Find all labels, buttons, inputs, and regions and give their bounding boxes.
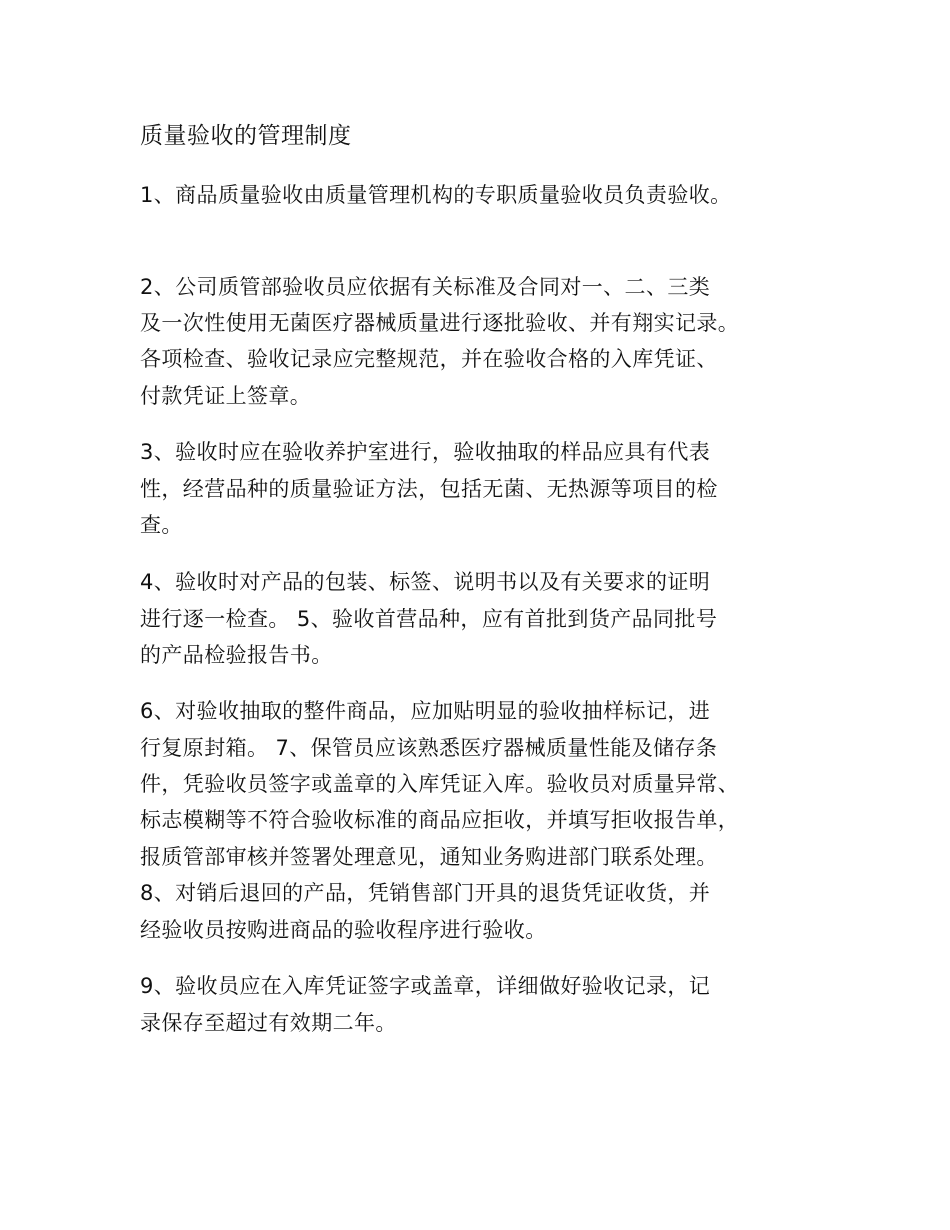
text-line: 9、验收员应在入库凭证签字或盖章，详细做好验收记录，记	[140, 974, 711, 998]
text-line: 及一次性使用无菌医疗器械质量进行逐批验收、并有翔实记录。	[140, 311, 740, 335]
text-line: 行复原封箱。 7、保管员应该熟悉医疗器械质量性能及储存条	[140, 736, 718, 760]
text-line: 6、对验收抽取的整件商品，应加贴明显的验收抽样标记，进	[140, 699, 711, 723]
text-line: 件，凭验收员签字或盖章的入库凭证入库。验收员对质量异常、	[140, 772, 740, 796]
text-line: 性，经营品种的质量验证方法，包括无菌、无热源等项目的检	[140, 477, 718, 501]
document-title: 质量验收的管理制度	[140, 123, 352, 149]
text-line: 2、公司质管部验收员应依据有关标准及合同对一、二、三类	[140, 275, 711, 299]
text-line: 8、对销后退回的产品，凭销售部门开具的退货凭证收货，并	[140, 881, 711, 905]
text-line: 经验收员按购进商品的验收程序进行验收。	[140, 918, 547, 942]
text-line: 付款凭证上签章。	[140, 384, 312, 408]
text-line: 进行逐一检查。 5、验收首营品种，应有首批到货产品同批号	[140, 607, 718, 631]
text-line: 的产品检验报告书。	[140, 643, 333, 667]
text-line: 查。	[140, 513, 183, 537]
text-line: 3、验收时应在验收养护室进行，验收抽取的样品应具有代表	[140, 440, 711, 464]
text-line: 录保存至超过有效期二年。	[140, 1011, 397, 1035]
text-line: 4、验收时对产品的包装、标签、说明书以及有关要求的证明	[140, 570, 711, 594]
text-line: 各项检查、验收记录应完整规范，并在验收合格的入库凭证、	[140, 347, 718, 371]
text-line: 1、商品质量验收由质量管理机构的专职质量验收员负责验收。	[140, 183, 732, 207]
text-line: 标志模糊等不符合验收标准的商品应拒收，并填写拒收报告单，	[140, 808, 740, 832]
text-line: 报质管部审核并签署处理意见，通知业务购进部门联系处理。	[140, 845, 718, 869]
